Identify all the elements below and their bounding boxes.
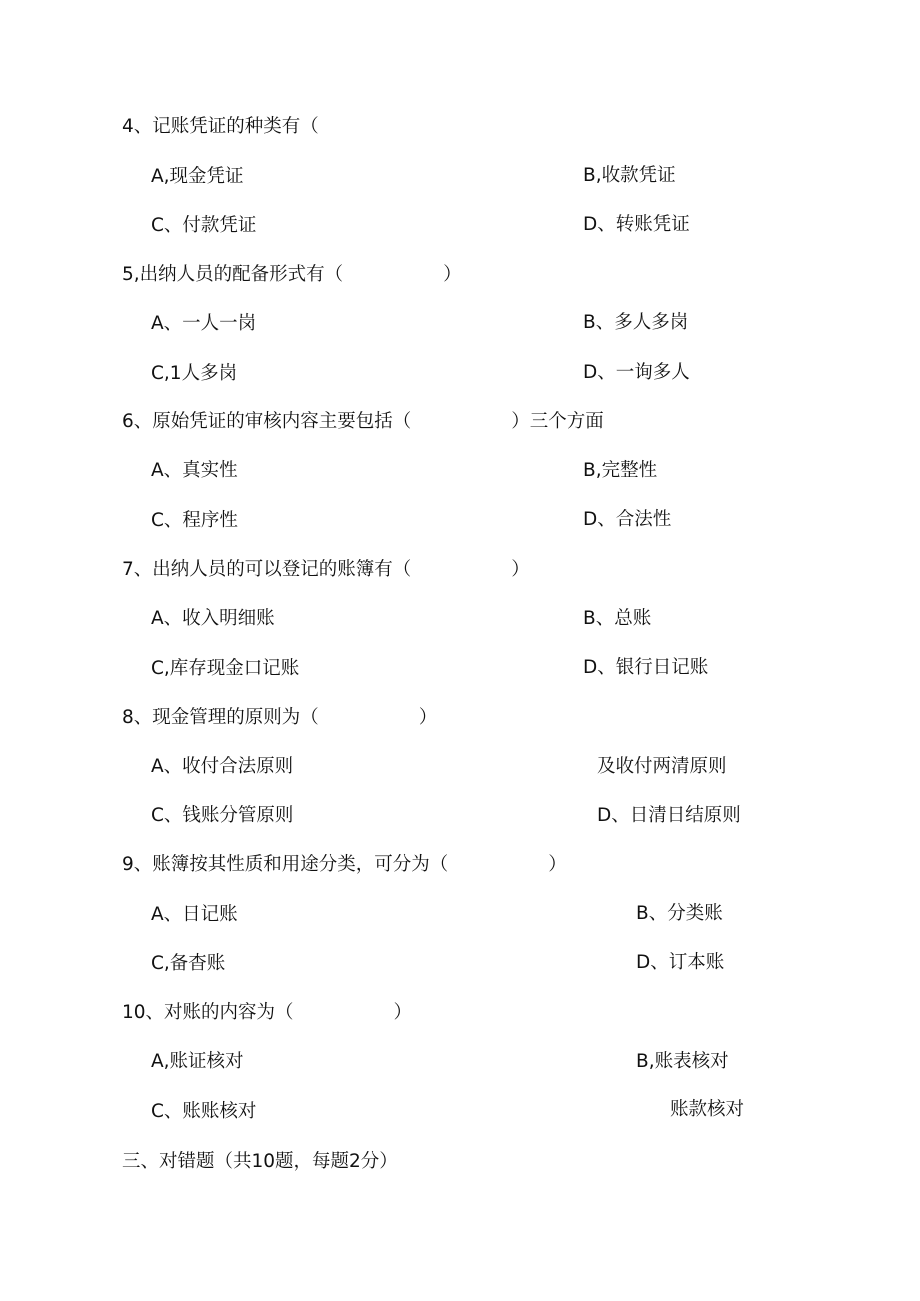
- question-7-option-a: A、收入明细账: [151, 608, 275, 629]
- question-9-option-d: D、订本账: [636, 952, 725, 973]
- question-8-option-c: C、钱账分管原则: [151, 805, 294, 826]
- question-9-option-a: A、日记账: [151, 904, 238, 925]
- question-7-option-c: C,库存现金口记账: [151, 658, 300, 679]
- question-9-option-b: B、分类账: [636, 903, 723, 924]
- question-10-stem: 10、对账的内容为（ ）: [122, 1002, 413, 1023]
- question-7-option-b: B、总账: [583, 608, 652, 629]
- question-6-option-b: B,完整性: [583, 460, 658, 481]
- question-5-stem: 5,出纳人员的配备形式有（ ）: [122, 264, 462, 285]
- question-10-option-b: B,账表核对: [636, 1051, 729, 1072]
- question-6-option-d: D、合法性: [583, 509, 672, 530]
- question-8-option-b: 及收付两清原则: [597, 756, 727, 777]
- question-8-stem: 8、现金管理的原则为（ ）: [122, 707, 438, 728]
- question-5-option-d: D、一询多人: [583, 362, 690, 383]
- question-7-stem: 7、出纳人员的可以登记的账簿有（ ）: [122, 559, 530, 580]
- question-9-option-c: C,备杳账: [151, 953, 226, 974]
- question-4-option-d: D、转账凭证: [583, 214, 690, 235]
- question-10-option-c: C、账账核对: [151, 1101, 257, 1122]
- question-8-option-a: A、收付合法原则: [151, 756, 294, 777]
- section-three-title: 三、对错题（共10题，每题2分）: [122, 1151, 398, 1172]
- question-5-option-b: B、多人多岗: [583, 312, 689, 333]
- question-9-stem: 9、账簿按其性质和用途分类，可分为（ ）: [122, 854, 567, 875]
- question-4-option-b: B,收款凭证: [583, 165, 676, 186]
- question-4-option-c: C、付款凭证: [151, 215, 257, 236]
- question-6-stem: 6、原始凭证的审核内容主要包括（ ）三个方面: [122, 411, 604, 432]
- question-6-option-c: C、程序性: [151, 510, 238, 531]
- question-10-option-a: A,账证核对: [151, 1051, 244, 1072]
- question-7-option-d: D、银行日记账: [583, 657, 709, 678]
- question-4-stem: 4、记账凭证的种类有（: [122, 116, 319, 137]
- question-10-option-d-cropped: 账款核对: [670, 1099, 745, 1120]
- question-4-option-a: A,现金凭证: [151, 166, 244, 187]
- question-5-option-c: C,1人多岗: [151, 363, 238, 384]
- question-5-option-a: A、一人一岗: [151, 313, 257, 334]
- question-6-option-a: A、真实性: [151, 460, 238, 481]
- question-8-option-d: D、日清日结原则: [597, 805, 741, 826]
